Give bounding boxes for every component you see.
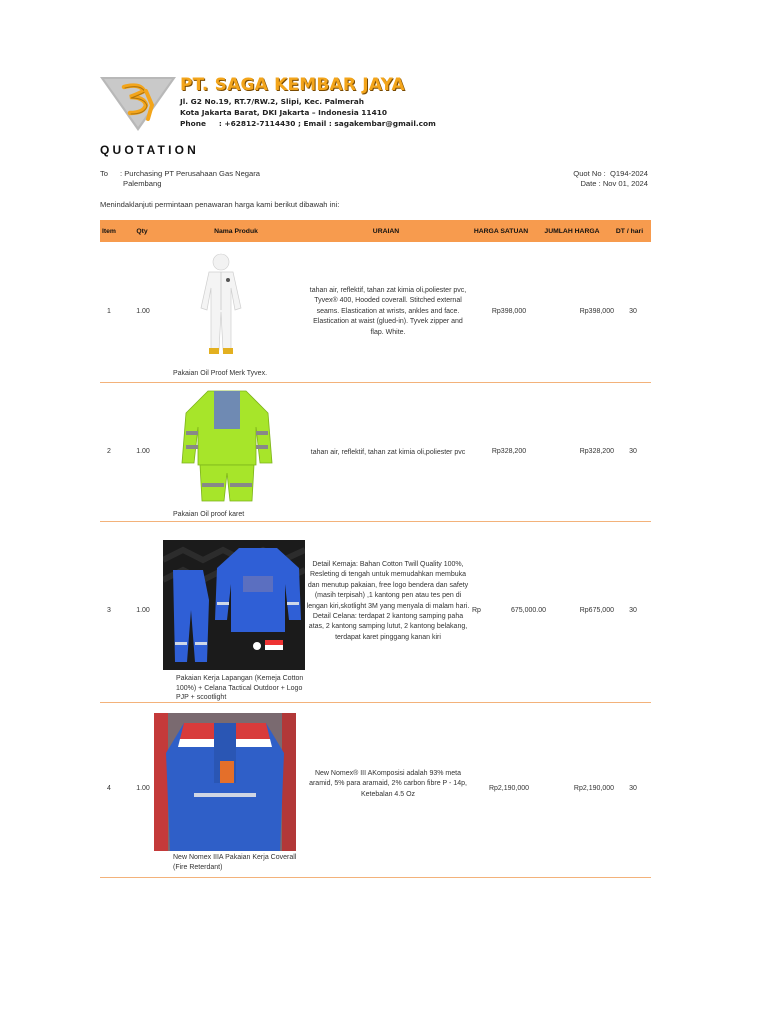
recipient-label: To [100,169,109,178]
row-dt: 30 [629,448,637,455]
tyvek-coverall-image [195,250,247,362]
row-total-price: Rp328,200 [579,448,614,455]
col-dt: DT / hari [615,227,644,235]
col-product: Nama Produk [214,227,258,235]
work-uniform-image [163,540,305,670]
quotation-table [100,220,651,871]
row-qty: 1.00 [136,308,150,315]
table-row [100,703,651,878]
saga-logo-icon [100,75,176,131]
row-dt: 30 [629,607,637,614]
row-product-name: New Nomex IIIA Pakaian Kerja Coverall (Fire Reterdant) [173,854,297,871]
recipient-line2: Palembang [123,179,162,188]
table-row [100,522,651,703]
col-qty: Qty [136,227,148,235]
row-product-name: Pakaian Kerja Lapangan (Kemeja Cotton 100%) + Celana Tactical Outdoor + Logo PJP + scootlight [176,675,304,702]
row-total-price: Rp2,190,000 [573,785,614,792]
company-address-line1: Jl. G2 No.19, RT.7/RW.2, Slipi, Kec. Palmerah [180,97,364,106]
intro-text: Menindaklanjuti permintaan penawaran harga kami berikut dibawah ini: [100,200,340,209]
quote-number: Quot No : Q194-2024 [573,169,648,178]
company-block [180,76,436,129]
row-uraian: tahan air, reflektif, tahan zat kimia oli,poliester pvc, Tyvex® 400, Hooded coverall. Stitched external seams. Elastication at wrists, ankles and face. Elastication at waist (glued-in). Tyvek zipper and flap. White. [309,287,467,336]
row-total-price: Rp398,000 [579,308,614,315]
row-unit-price: Rp398,000 [491,308,527,315]
row-uraian: New Nomex® III AKomposisi adalah 93% meta aramid, 5% para aramaid, 2% carbon fibre P - 14p, Ketebalan 4.5 Oz [309,770,467,798]
company-name: PT. SAGA KEMBAR JAYA [180,75,405,95]
col-unit-price: HARGA SATUAN [473,227,529,235]
row-total-price: Rp675,000 [579,607,614,614]
col-total-price: JUMLAH HARGA [544,227,600,235]
row-product-name: Pakaian Oil Proof Merk Tyvex. [173,370,268,377]
row-uraian: Detail Kemaja: Bahan Cotton Twill Quality 100%, Resleting di tengah untuk memudahkan membuka dan menutup pakaian, free logo bendera dan safety (masih terpisah) ,1 kantong pen atau tes pen di lengan kiri,skotlight 3M yang menyala di malam hari. Detail Celana: terdapat 2 kantong samping paha atas, 2 kantong samping lutut, 2 kantong belakang, terdapat karet pinggang kanan kiri [306,561,470,641]
nomex-coverall-image [154,713,296,851]
row-dt: 30 [629,308,637,315]
row-uraian: tahan air, reflektif, tahan zat kimia oli,poliester pvc [310,449,466,456]
row-item: 3 [107,607,111,614]
quote-date: Date : Nov 01, 2024 [580,179,648,188]
company-address-line2: Kota Jakarta Barat, DKI Jakarta – Indonesia 11410 [180,108,387,117]
row-qty: 1.00 [136,448,150,455]
recipient-block [100,169,260,189]
col-item: Item [102,227,116,235]
table-row [100,383,651,522]
quote-info-block [573,169,648,189]
row-qty: 1.00 [136,607,150,614]
row-unit-price: 675,000.00 [510,607,546,614]
company-contact-line: Phone : +62812-7114430 ; Email : sagakembar@gmail.com [180,119,436,128]
row-dt: 30 [629,785,637,792]
row-unit-price-cell [472,607,546,614]
row-unit-price: Rp328,200 [491,448,527,455]
row-unit-price: Rp2,190,000 [488,785,530,792]
row-item: 2 [107,448,111,455]
row-item: 4 [107,785,111,792]
recipient-line1: : Purchasing PT Perusahaan Gas Negara [120,169,261,178]
col-uraian: URAIAN [372,227,400,235]
rubber-rainsuit-image [170,387,284,503]
row-unit-price-prefix: Rp [472,607,481,614]
row-qty: 1.00 [136,785,150,792]
table-row [100,242,651,383]
document-title: QUOTATION [100,143,200,157]
row-item: 1 [107,308,111,315]
table-header [100,220,651,242]
row-product-name: Pakaian Oil proof karet [173,511,245,518]
